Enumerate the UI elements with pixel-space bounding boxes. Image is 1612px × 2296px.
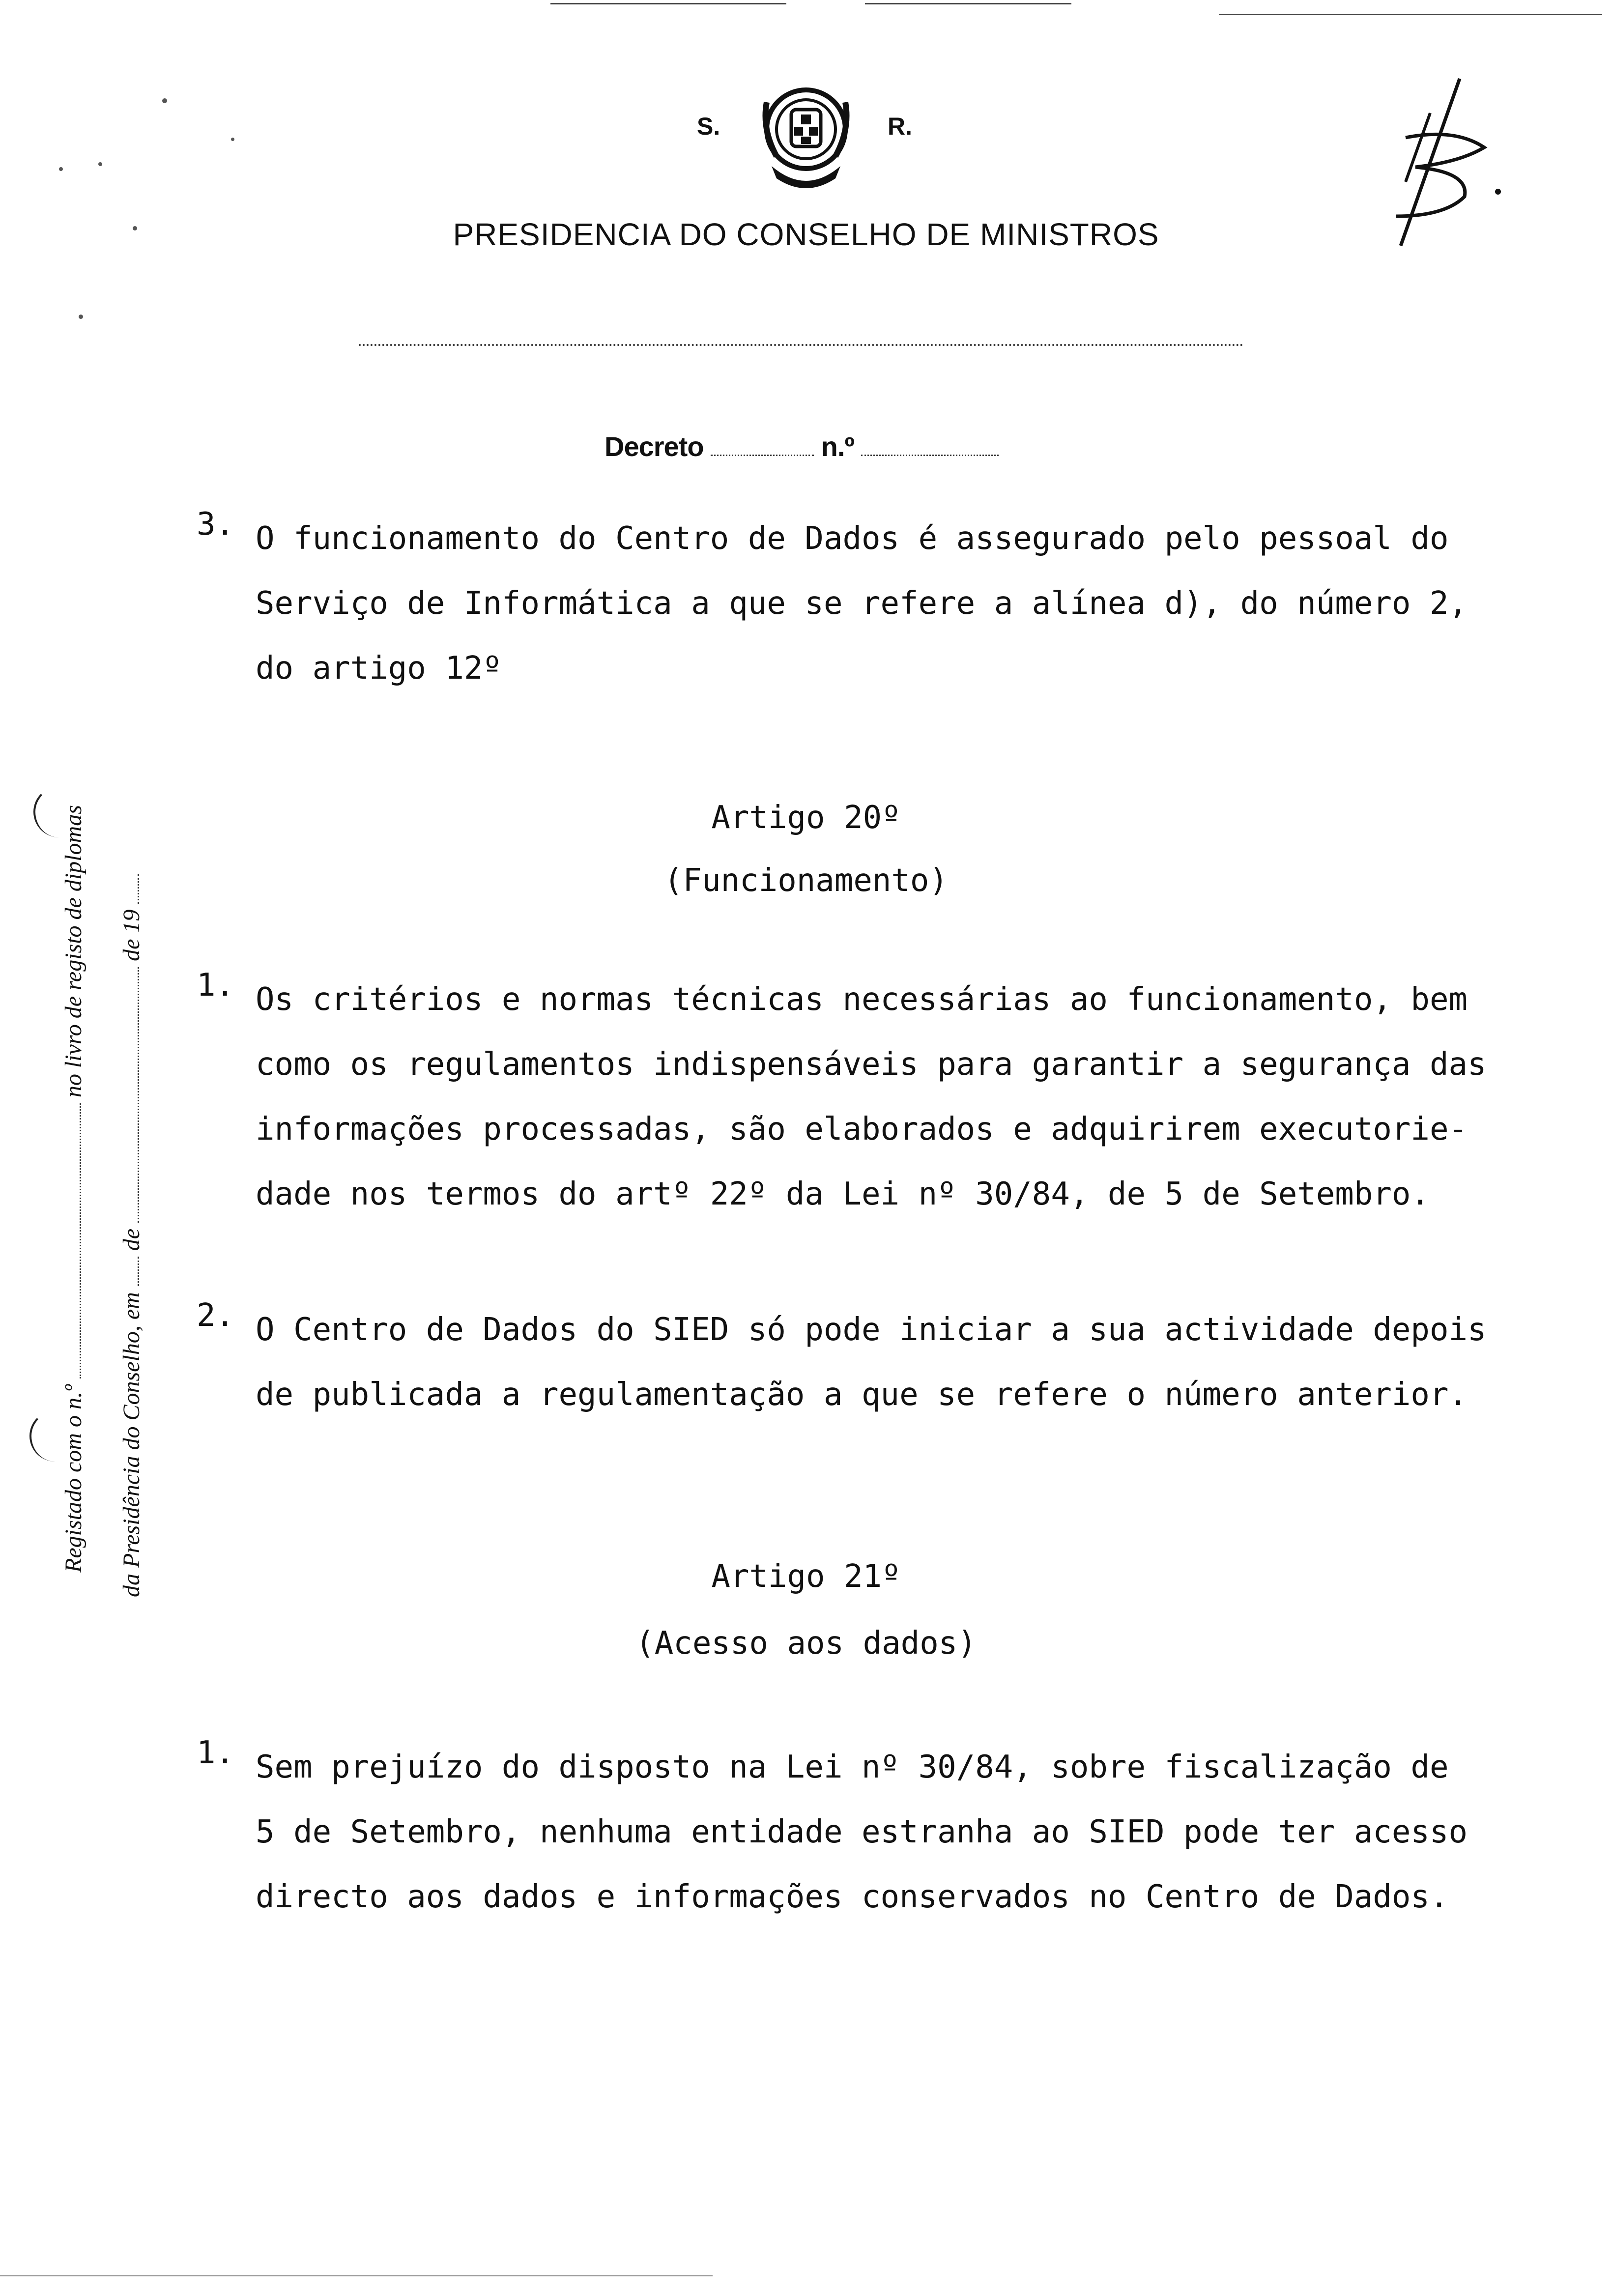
paragraph-2 [197,1297,1553,1427]
margin-registration-line-2: da Presidência do Conselho, em de de 19 [118,874,145,1597]
paragraph-line: do artigo 12º [256,650,502,687]
scan-edge-line [0,2275,713,2276]
margin-registration-line-1: Registado com o n.º no livro de registo de diplomas [60,805,86,1573]
article-subtitle: (Acesso aos dados) [635,1625,977,1662]
decreto-line [604,430,999,462]
article-subtitle: (Funcionamento) [664,862,948,899]
decreto-label: Decreto [604,431,704,462]
paragraph-3 [197,506,1553,701]
scan-edge-line [1219,14,1602,15]
scan-speck [79,315,83,319]
paragraph-line: O funcionamento do Centro de Dados é assegurado pelo pessoal do [256,520,1449,557]
paragraph-line: de publicada a regulamentação a que se refere o número anterior. [256,1377,1468,1413]
header-left-letter: S. [697,113,720,140]
coat-of-arms-icon [757,83,855,196]
paragraph-number: 2. [197,1297,235,1334]
paragraph-line: Sem prejuízo do disposto na Lei nº 30/84, sobre fiscalização de [256,1749,1449,1785]
paragraph-line: Os critérios e normas técnicas necessárias ao funcionamento, bem [256,981,1468,1018]
paragraph-number: 1. [197,1735,235,1771]
paragraph-line: directo aos dados e informações conservados no Centro de Dados. [256,1879,1449,1915]
article-title: Artigo 20º [711,800,901,836]
paragraph-number: 3. [197,506,235,543]
paragraph-line: 5 de Setembro, nenhuma entidade estranha ao SIED pode ter acesso [256,1814,1468,1850]
article-title: Artigo 21º [711,1558,901,1595]
scan-speck [231,138,234,141]
header-right-letter: R. [888,113,912,140]
paragraph-line: dade nos termos do artº 22º da Lei nº 30/84, de 5 de Setembro. [256,1176,1430,1212]
paragraph-line: como os regulamentos indispensáveis para garantir a segurança das [256,1046,1487,1083]
scan-speck [98,162,102,166]
article-heading [0,1543,1612,1677]
scan-edge-line [865,3,1071,4]
paragraph-line: O Centro de Dados do SIED só pode iniciar a sua actividade depois [256,1312,1487,1348]
scan-edge-line [550,3,786,4]
paragraph-line: Serviço de Informática a que se refere a alínea d), do número 2, [256,585,1468,622]
paragraph-1 [197,1735,1553,1929]
scan-speck [59,167,63,171]
paragraph-number: 1. [197,967,235,1004]
office-title: PRESIDENCIA DO CONSELHO DE MINISTROS [453,217,1159,252]
paragraph-1 [197,967,1553,1227]
title-rule [359,344,1243,346]
margin-bracket-mark [29,1410,61,1462]
article-heading [0,786,1612,912]
decreto-number-label: n.º [821,431,854,462]
decreto-number-blank [861,455,999,456]
scan-speck [162,98,167,103]
decreto-blank [711,455,814,456]
handwritten-initials-icon [1386,69,1504,265]
paragraph-line: informações processadas, são elaborados e adquirirem executorie- [256,1111,1468,1148]
